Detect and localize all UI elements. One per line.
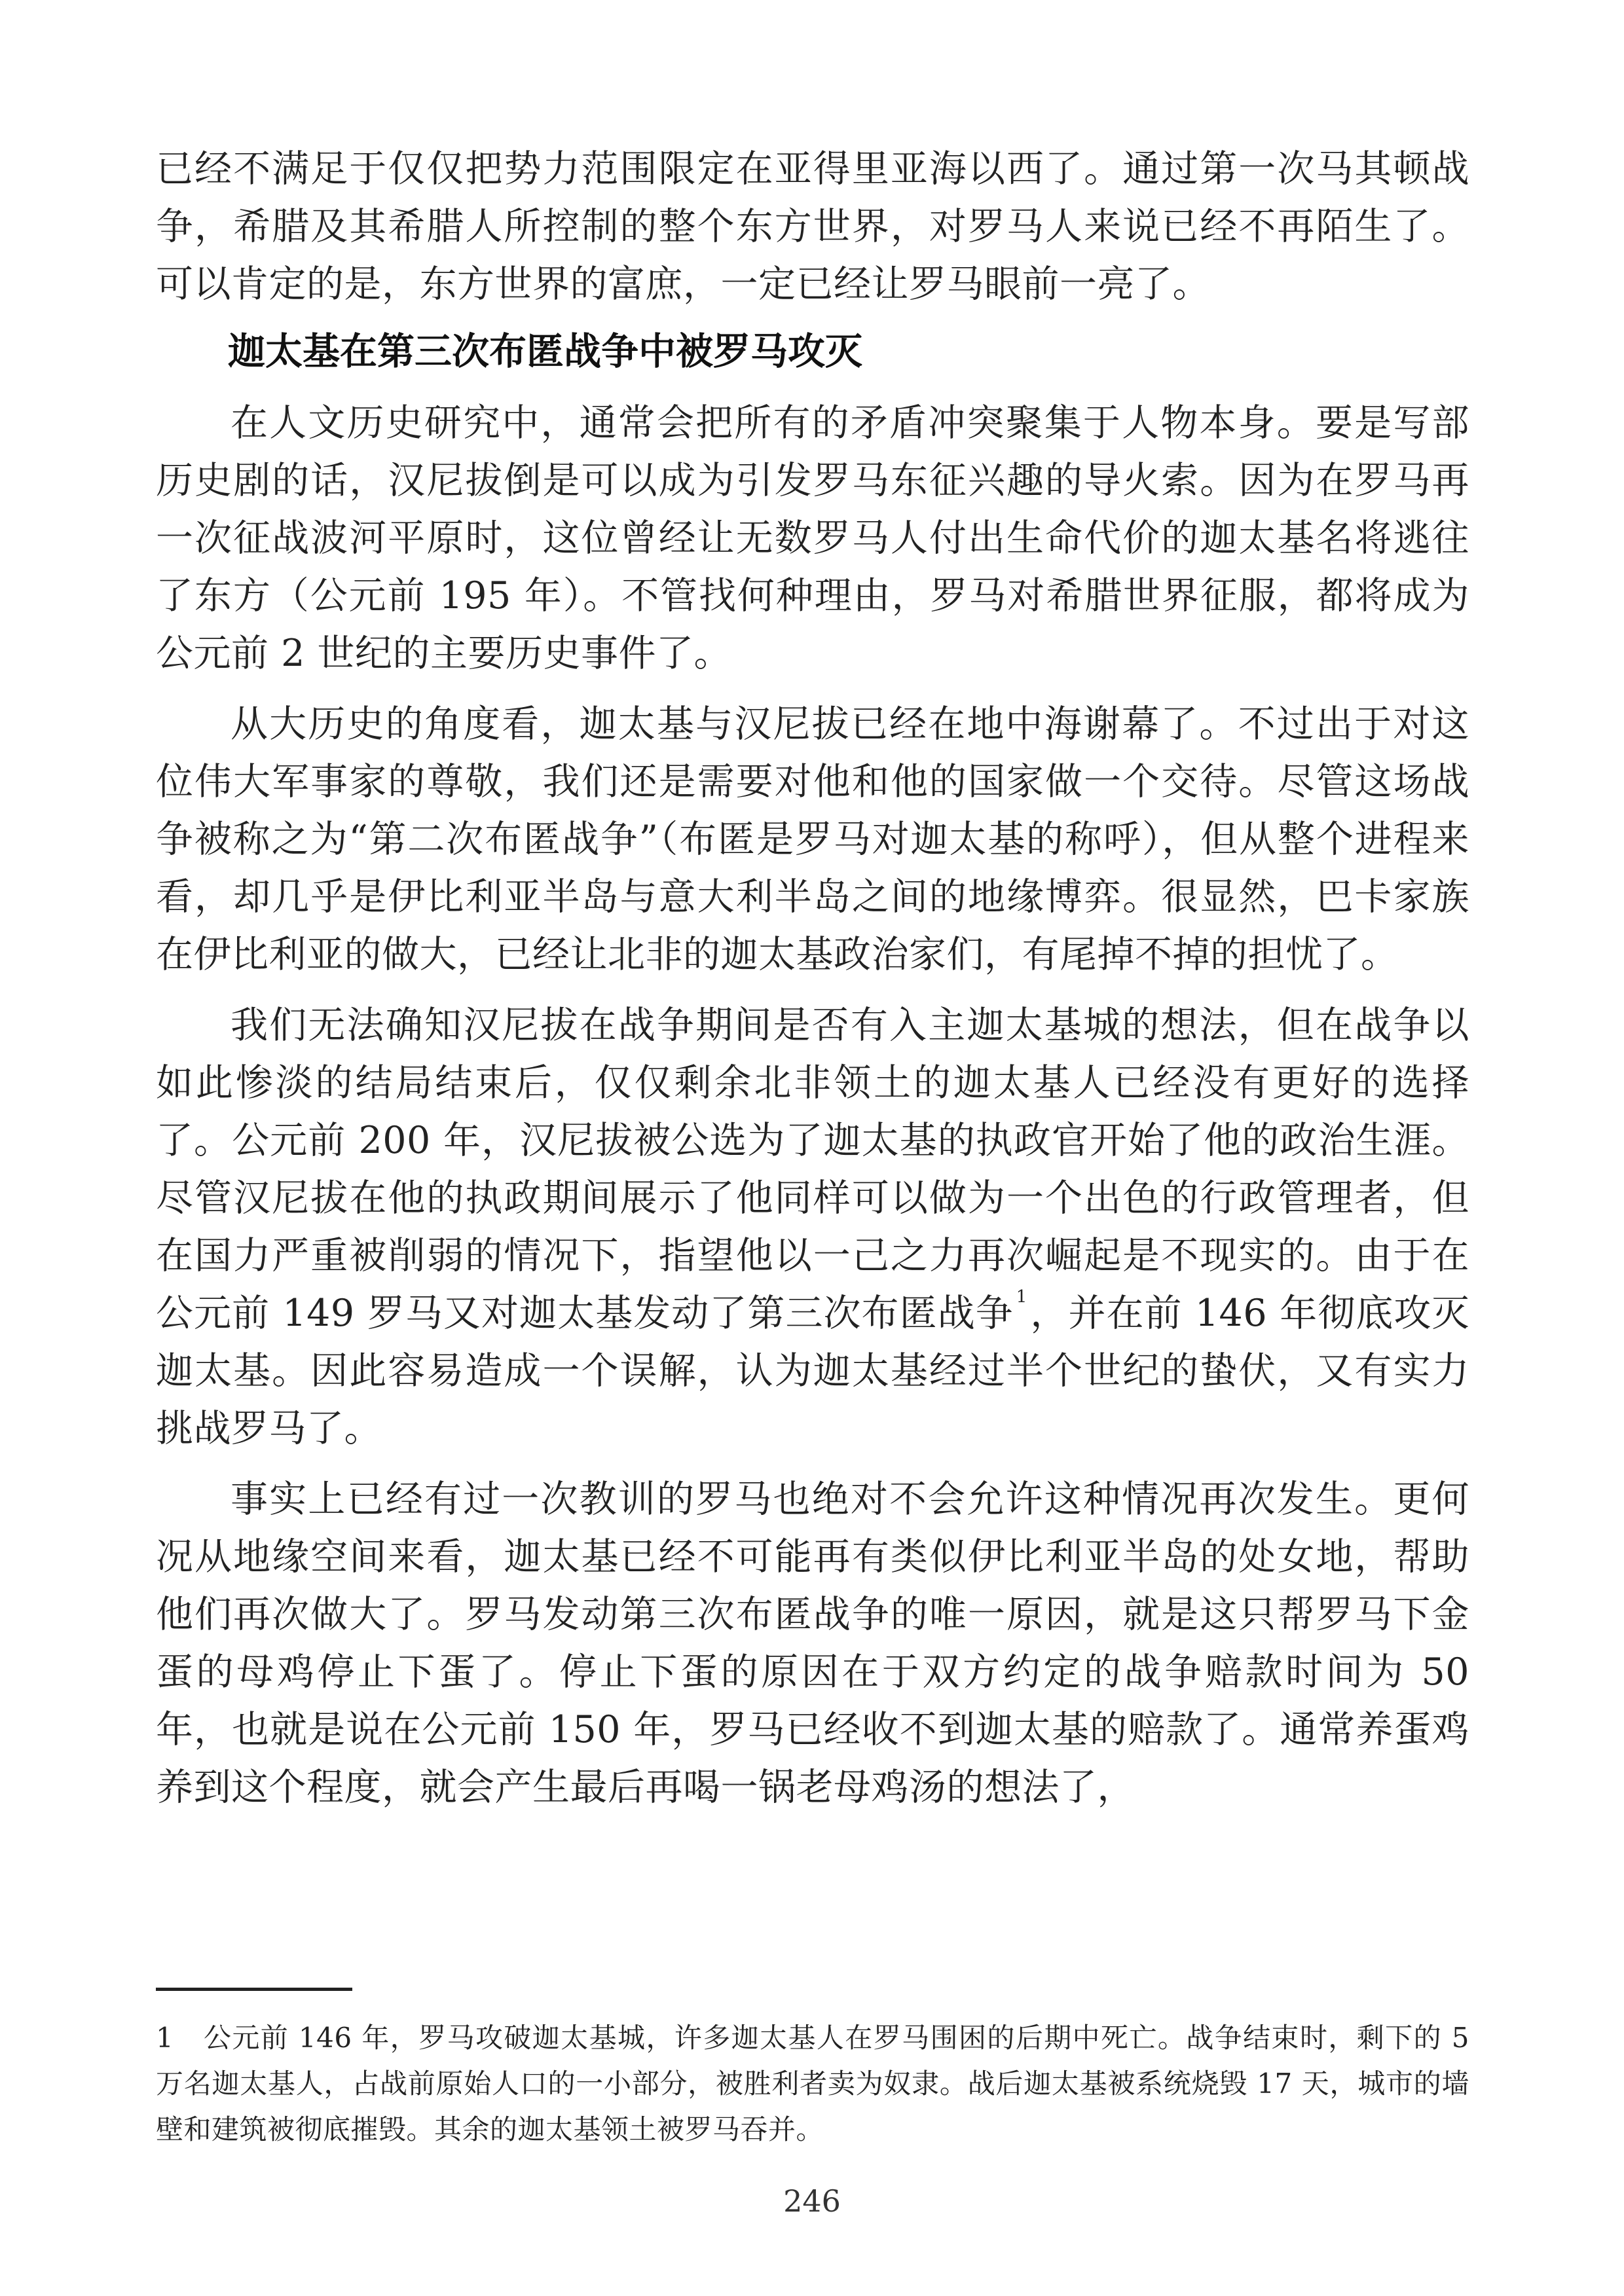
paragraph-4 xyxy=(156,996,1469,1457)
paragraph-5: 事实上已经有过一次教训的罗马也绝对不会允许这种情况再次发生。更何况从地缘空间来看，迦太基已经不可能再有类似伊比利亚半岛的处女地，帮助他们再次做大了。罗马发动第三次布匿战争的唯一原因，就是这只帮罗马下金蛋的母鸡停止下蛋了。停止下蛋的原因在于双方约定的战争赔款时间为 50 年，也就是说在公元前 150 年，罗马已经收不到迦太基的赔款了。通常养蛋鸡养到这个程度，就会产生最后再喝一锅老母鸡汤的想法了， xyxy=(156,1478,1469,1809)
paragraph-4-text-a: 我们无法确知汉尼拔在战争期间是否有入主迦太基城的想法，但在战争以如此惨淡的结局结束后，仅仅剩余北非领土的迦太基人已经没有更好的选择了。公元前 200 年，汉尼拔被公选为了迦太基的执政官开始了他的政治生涯。尽管汉尼拔在他的执政期间展示了他同样可以做为一个出色的行政管理者，但在国力严重被削弱的情况下，指望他以一己之力再次崛起是不现实的。由于在公元前 149 罗马又对迦太基发动了第三次布匿战争 xyxy=(156,1004,1469,1335)
footnote xyxy=(156,2015,1469,2153)
footnote-reference[interactable]: 1 xyxy=(1016,1287,1027,1307)
page-number: 246 xyxy=(783,2183,841,2219)
paragraph-1: 已经不满足于仅仅把势力范围限定在亚得里亚海以西了。通过第一次马其顿战争，希腊及其希腊人所控制的整个东方世界，对罗马人来说已经不再陌生了。可以肯定的是，东方世界的富庶，一定已经让罗马眼前一亮了。 xyxy=(156,147,1469,306)
footnote-divider xyxy=(156,1988,352,1991)
paragraph-2: 在人文历史研究中，通常会把所有的矛盾冲突聚集于人物本身。要是写部历史剧的话，汉尼拔倒是可以成为引发罗马东征兴趣的导火索。因为在罗马再一次征战波河平原时，这位曾经让无数罗马人付出生命代价的迦太基名将逃往了东方（公元前 195 年）。不管找何种理由，罗马对希腊世界征服，都将成为公元前 2 世纪的主要历史事件了。 xyxy=(156,401,1469,675)
paragraph-3: 从大历史的角度看，迦太基与汉尼拔已经在地中海谢幕了。不过出于对这位伟大军事家的尊敬，我们还是需要对他和他的国家做一个交待。尽管这场战争被称之为“第二次布匿战争”（布匿是罗马对迦太基的称呼），但从整个进程来看，却几乎是伊比利亚半岛与意大利半岛之间的地缘博弈。很显然，巴卡家族在伊比利亚的做大，已经让北非的迦太基政治家们，有尾掉不掉的担忧了。 xyxy=(156,702,1469,976)
section-heading: 迦太基在第三次布匿战争中被罗马攻灭 xyxy=(228,330,862,373)
footnote-text: 公元前 146 年，罗马攻破迦太基城，许多迦太基人在罗马围困的后期中死亡。战争结束时，剩下的 5 万名迦太基人，占战前原始人口的一小部分，被胜利者卖为奴隶。战后迦太基被系统烧毁 17 天，城市的墙壁和建筑被彻底摧毁。其余的迦太基领土被罗马吞并。 xyxy=(156,2022,1469,2145)
footnote-number: 1 xyxy=(156,2022,174,2054)
page-body xyxy=(156,140,1469,1816)
paragraph-4-text-b: ，并在前 146 年彻底攻灭迦太基。因此容易造成一个误解，认为迦太基经过半个世纪的蛰伏，又有实力挑战罗马了。 xyxy=(156,1292,1469,1450)
